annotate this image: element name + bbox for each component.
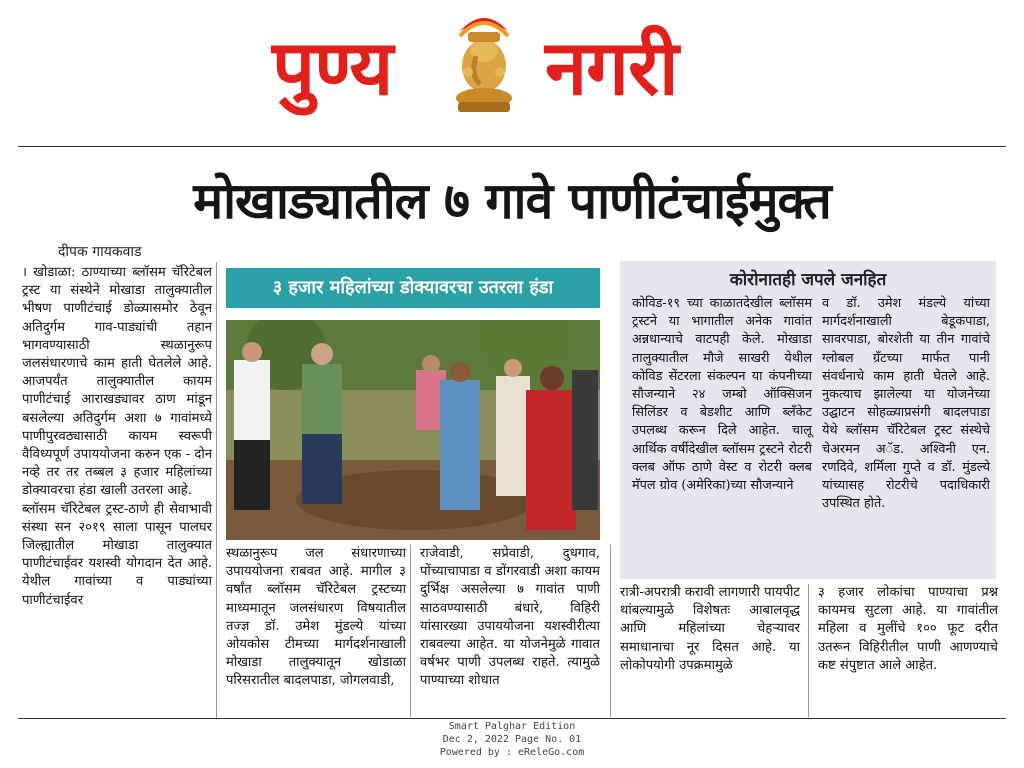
footer [0, 720, 1024, 759]
column5-paragraph: ३ हजार लोकांचा पाण्याचा प्रश्न कायमच सुटला आहे. या गावांतील महिला व मुलींचे १०० फूट दरीत उतरून विहिरीतील पाणी आणण्याचे कष्ट संपुष्टात आले आहेत. [818, 585, 998, 673]
headline: मोखाड्यातील ७ गावे पाणीटंचाईमुक्त [193, 172, 831, 230]
footer-date: Dec 2, 2022 Page No. 01 [442, 734, 582, 745]
footer-divider [18, 718, 1006, 719]
photo-icon [226, 320, 600, 540]
masthead-title-left: पुण्य [272, 23, 393, 112]
article-column-2 [226, 545, 406, 691]
article-column-4 [620, 584, 800, 675]
sidebar-box-title: कोरोनातही जपले जनहित [729, 270, 887, 290]
sidebar-box-paragraph-1: कोविड-१९ च्या काळातदेखील ब्लॉसम ट्रस्टने या भागातील अनेक गावांत अन्नधान्याचे वाटपही केले. मोखाडा तालुक्यातील मौजे साखरी येथील कोविड सेंटरला संकल्पन या कंपनीच्या सौजन्याने २४ जम्बो ऑक्सिजन सिलिंडर व बेडशीट आणि ब्लॅंकेट उपलब्ध करून दिले आहेत. चालू आर्थिक वर्षीदेखील ब्लॉसम ट्रस्टने रोटरी क्लब ऑफ ठाणे वेस्ट व रोटरी क्लब मॅपल ग्रोव (अमेरिका)च्या सौजन्याने [632, 296, 812, 494]
column-divider [610, 545, 611, 717]
sidebar-box [620, 261, 996, 579]
sidebar-box-column-1 [632, 295, 812, 495]
byline: दीपक गायकवाड [58, 244, 142, 260]
column-divider [808, 584, 809, 717]
column-divider [216, 262, 217, 718]
ganesha-logo-icon [446, 6, 522, 118]
masthead [0, 0, 1024, 140]
article-column-3 [420, 545, 600, 691]
column4-paragraph: रात्री-अपरात्री करावी लागणारी पायपीट थांबल्यामुळे विशेषतः आबालवृद्ध आणि महिलांच्या चेहऱ्यावर समाधानाचा नूर दिसत आहे. या लोकोपयोगी उपक्रमामुळे [620, 585, 800, 673]
footer-powered-by[interactable]: Powered by : eReleGo.com [439, 747, 585, 758]
article-subhead: ३ हजार महिलांच्या डोक्यावरचा उतरला हंडा [226, 268, 600, 308]
masthead-divider [18, 146, 1006, 147]
column-divider [410, 545, 411, 717]
article-column-5 [818, 584, 998, 675]
column1-paragraph-2: ब्लॉसम चॅरिटेबल ट्रस्ट-ठाणे ही सेवाभावी संस्था सन २०१९ साला पासून पालघर जिल्ह्यातील मोखाडा तालुक्यात पाणीटंचाईवर यशस्वी योगदान देत आहे. येथील गावांच्या व पाड्यांच्या पाणीटंचाईवर [22, 501, 212, 608]
sidebar-box-column-2 [822, 295, 990, 513]
sidebar-box-paragraph-2: व डॉ. उमेश मंडल्ये यांच्या मार्गदर्शनाखाली बेडूकपाडा, सावरपाडा, बोरशेती या तीन गावांचे ग्लोबल ग्रँटच्या मार्फत पानी संवर्धनाचे काम हाती घेतले आहे. नुकत्याच झालेल्या या योजनेच्या उद्घाटन सोहळ्याप्रसंगी बादलपाडा येथे ब्लॉसम चॅरिटेबल ट्रस्ट संस्थेचे चेअरमन अॅड. अश्विनी एन. रणदिवे, शर्मिला गुप्ते व डॉ. मुंडल्ये यांच्यासह रोटरीचे पदाधिकारी उपस्थित होते. [822, 296, 990, 512]
footer-edition: Smart Palghar Edition [448, 721, 576, 732]
column3-paragraph: राजेवाडी, सप्रेवाडी, दुधगाव, पोंच्याचापाडा व डोंगरवाडी अशा कायम दुर्भिक्ष असलेल्या ७ गावांत पाणी साठवण्यासाठी बंधारे, विहिरी यांसारख्या उपाययोजना यशस्वीरीत्या राबवल्या आहेत. या योजनेमुळे गावात वर्षभर पाणी उपलब्ध राहते. त्यामुळे पाण्याच्या शोधात [420, 546, 600, 689]
column2-paragraph: स्थळानुरूप जल संधारणाच्या उपाययोजना राबवत आहे. मागील ३ वर्षांत ब्लॉसम चॅरिटेबल ट्रस्टच्या माध्यमातून जलसंधारण विषयातील तज्ज्ञ डॉ. उमेश मुंडल्ये यांच्या ओयकोस टीमच्या मार्गदर्शनाखाली मोखाडा तालुक्यातून खोडाळा परिसरातील बादलपाडा, जोगलवाडी, [226, 546, 406, 689]
column1-paragraph-1: । खोडाळा: ठाण्याच्या ब्लॉसम चॅरिटेबल ट्रस्ट या संस्थेने मोखाडा तालुक्यातील भीषण पाणीटंचाई डोळ्यासमोर ठेवून अतिदुर्गम गाव-पाड्यांची तहान भागवण्यासाठी स्थळानुरूप जलसंधारणाचे काम हाती घेतलेले आहे. आजपर्यंत तालुक्यातील कायम पाणीटंचाई आराखड्यावर ठाण मांडून बसलेल्या अतिदुर्गम अशा ७ गावांमध्ये पाणीपुरवठ्यासाठी कायम स्वरूपी वैविध्यपूर्ण उपाययोजना करुन एक - दोन नव्हे तर तर तब्बल ३ हजार महिलांच्या डोक्यावरचा हंडा खाली उतरला आहे. [22, 265, 212, 499]
article-column-1 [22, 264, 212, 610]
masthead-title-right: नगरी [545, 23, 678, 112]
